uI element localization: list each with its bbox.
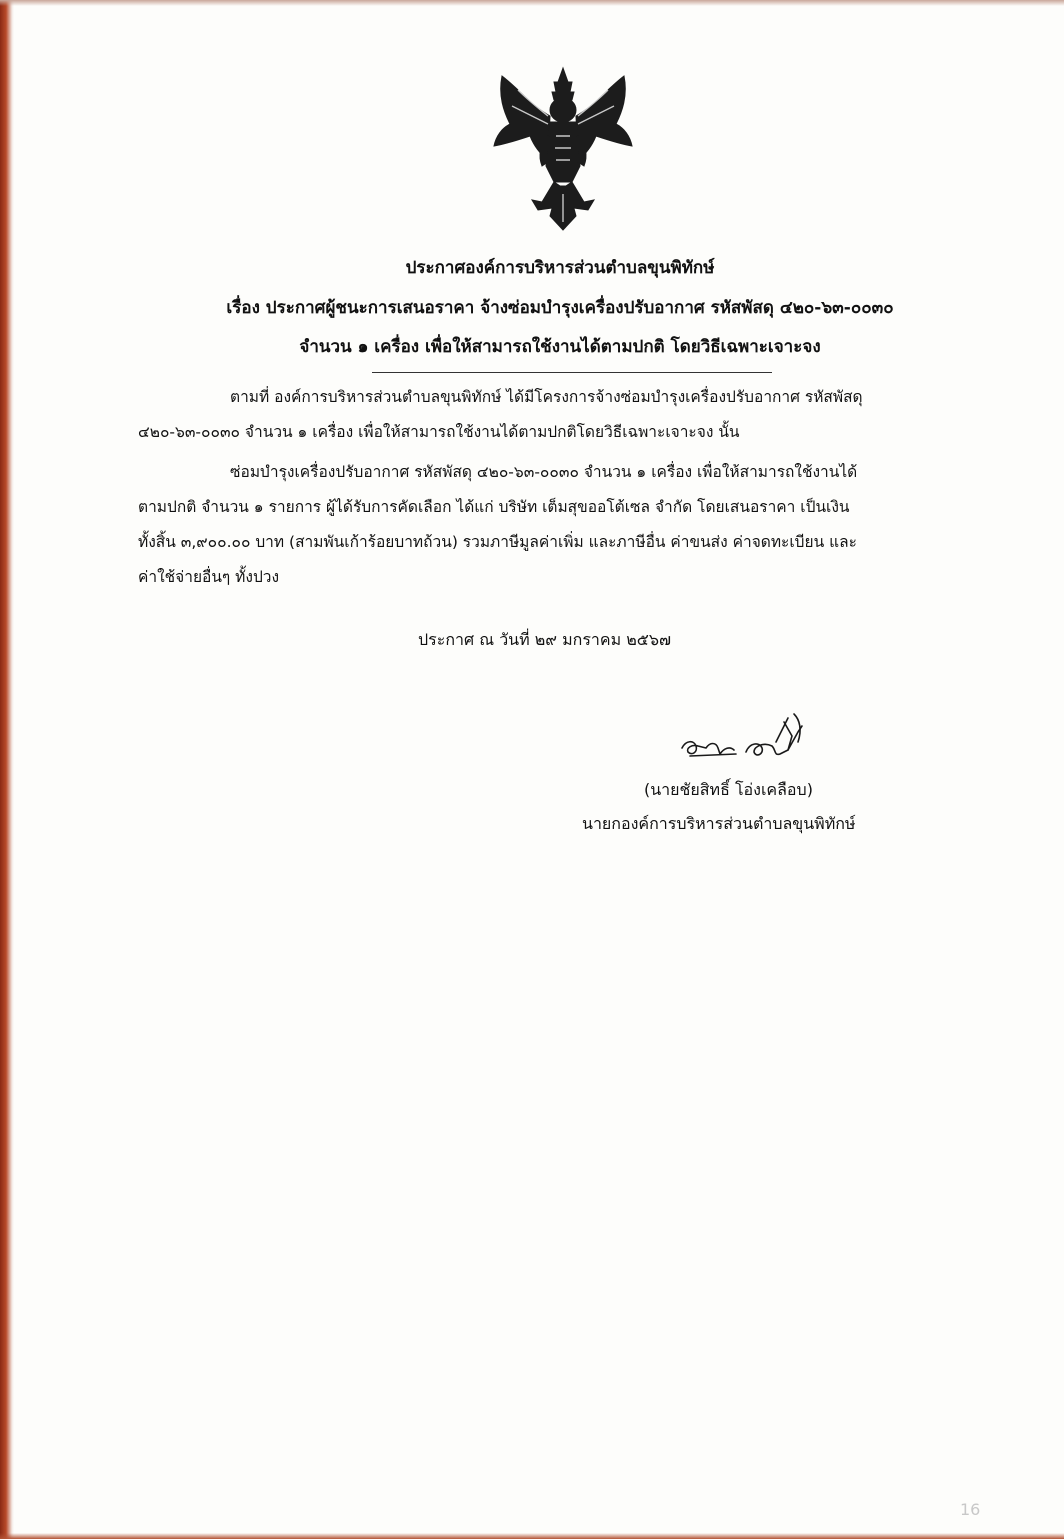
handwritten-signature xyxy=(676,712,818,772)
paragraph-line: ซ่อมบำรุงเครื่องปรับอากาศ รหัสพัสดุ ๔๒๐-๖๓-๐๐๓๐ จำนวน ๑ เครื่อง เพื่อให้สามารถใช้งานได้ xyxy=(230,463,858,481)
announcement-subject-continued: จำนวน ๑ เครื่อง เพื่อให้สามารถใช้งานได้ตามปกติ โดยวิธีเฉพาะเจาะจง xyxy=(299,337,821,357)
body-paragraph-2 xyxy=(138,455,984,595)
paragraph-line: ค่าใช้จ่ายอื่นๆ ทั้งปวง xyxy=(138,568,280,586)
page-edge-left xyxy=(0,0,14,1539)
paragraph-line: ๔๒๐-๖๓-๐๐๓๐ จำนวน ๑ เครื่อง เพื่อให้สามารถใช้งานได้ตามปกติโดยวิธีเฉพาะเจาะจง นั้น xyxy=(138,423,740,441)
garuda-emblem-icon xyxy=(488,66,638,232)
announcement-subject: เรื่อง ประกาศผู้ชนะการเสนอราคา จ้างซ่อมบำรุงเครื่องปรับอากาศ รหัสพัสดุ ๔๒๐-๖๓-๐๐๓๐ xyxy=(226,298,894,318)
signer-position: นายกองค์การบริหารส่วนตำบลขุนพิทักษ์ xyxy=(582,814,856,833)
page-edge-top xyxy=(0,0,1064,6)
announcement-date: ประกาศ ณ วันที่ ๒๙ มกราคม ๒๕๖๗ xyxy=(418,630,672,649)
page-edge-bottom xyxy=(0,1533,1064,1539)
header-divider xyxy=(372,372,772,373)
paragraph-line: ตามปกติ จำนวน ๑ รายการ ผู้ได้รับการคัดเลือก ได้แก่ บริษัท เต็มสุขออโต้เซล จำกัด โดยเสนอราคา เป็นเงิน xyxy=(138,498,850,516)
page-number: 16 xyxy=(960,1500,981,1519)
announcement-title: ประกาศองค์การบริหารส่วนตำบลขุนพิทักษ์ xyxy=(405,258,715,278)
paragraph-line: ทั้งสิ้น ๓,๙๐๐.๐๐ บาท (สามพันเก้าร้อยบาทถ้วน) รวมภาษีมูลค่าเพิ่ม และภาษีอื่น ค่าขนส่ง ค่าจดทะเบียน และ xyxy=(138,533,857,551)
body-paragraph-1 xyxy=(138,380,984,450)
signer-name: (นายชัยสิทธิ์ โอ่งเคลือบ) xyxy=(644,780,813,799)
paragraph-line: ตามที่ องค์การบริหารส่วนตำบลขุนพิทักษ์ ได้มีโครงการจ้างซ่อมบำรุงเครื่องปรับอากาศ รหัสพัสดุ xyxy=(230,388,863,406)
